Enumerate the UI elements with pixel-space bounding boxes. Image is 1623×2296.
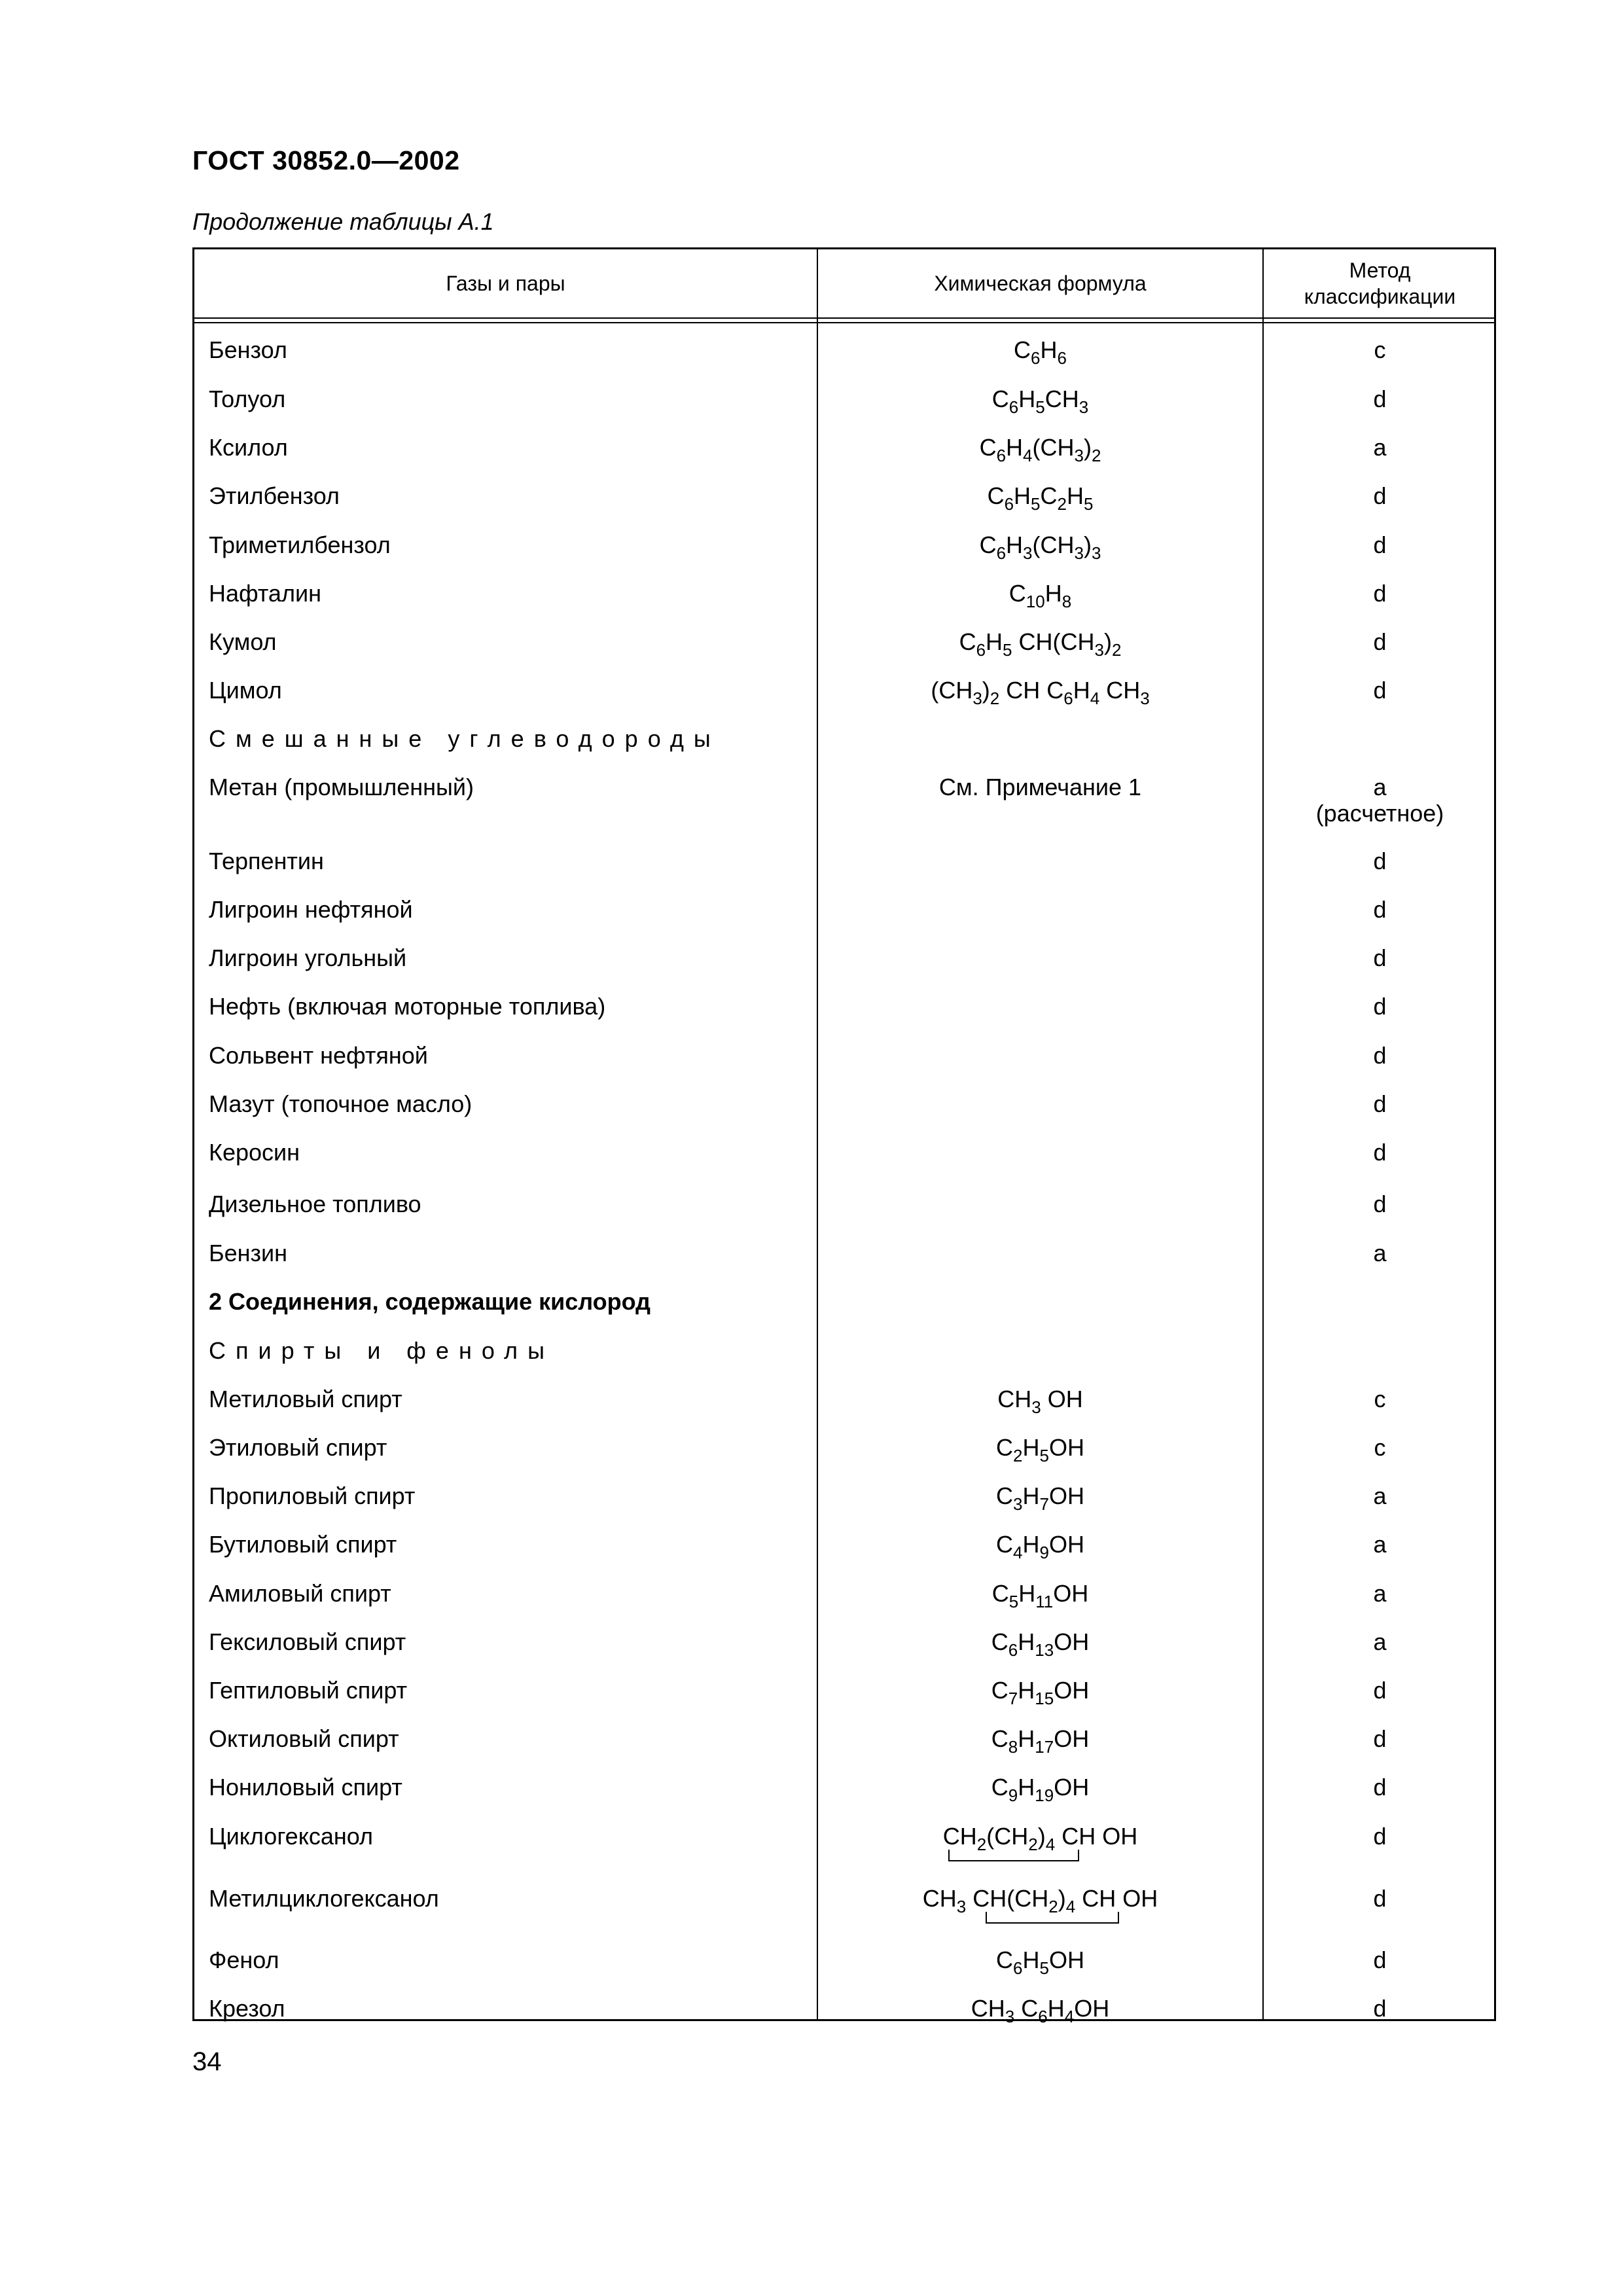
classification-method: d <box>1373 386 1387 412</box>
classification-method: a (расчетное) <box>1264 774 1496 827</box>
classification-method: d <box>1373 580 1387 607</box>
classification-method: c <box>1374 1386 1386 1412</box>
column-header-formula: Химическая формула <box>934 272 1147 295</box>
ring-formula: $CH_2(CH_2)_4$ CH OH <box>943 1823 1137 1850</box>
chemical-formula: $C_6H_5C_2H_5$ <box>987 482 1094 514</box>
substance-name: Гексиловый спирт <box>209 1628 406 1655</box>
ring-bond-bracket <box>948 1850 1079 1861</box>
substance-name: Ксилол <box>209 434 288 461</box>
chemical-formula: $C_6H_4(CH_3)_2$ <box>979 434 1101 465</box>
substance-name: Кумол <box>209 628 277 655</box>
chemical-formula: $C_6H_5OH$ <box>996 1946 1084 1978</box>
chemical-formula: $CH_3$ $C_6H_4OH$ <box>971 1995 1110 2026</box>
classification-method: d <box>1373 531 1387 558</box>
substance-name: Метан (промышленный) <box>209 774 474 800</box>
document-title: ГОСТ 30852.0—2002 <box>192 145 460 175</box>
substance-name: Гептиловый спирт <box>209 1677 408 1704</box>
classification-method: c <box>1374 1434 1386 1461</box>
substance-name: Метилциклогексанол <box>209 1885 439 1912</box>
chemical-formula: $C_6H_{13}OH$ <box>991 1628 1090 1660</box>
classification-method: d <box>1373 628 1387 655</box>
substance-name: Фенол <box>209 1946 279 1973</box>
classification-method: d <box>1373 1677 1387 1704</box>
page-number: 34 <box>192 2047 222 2076</box>
substance-name: 2 Соединения, содержащие кислород <box>209 1288 651 1315</box>
substance-name: Бутиловый спирт <box>209 1531 397 1558</box>
classification-method: d <box>1373 1725 1387 1752</box>
header-divider <box>194 317 1494 319</box>
classification-method: a <box>1373 1531 1387 1558</box>
substance-name: Этилбензол <box>209 482 340 509</box>
substance-name: Триметилбензол <box>209 531 391 558</box>
classification-method: d <box>1373 1774 1387 1801</box>
chemical-formula: $C_4H_9OH$ <box>996 1531 1084 1562</box>
classification-method: a <box>1373 1628 1387 1655</box>
substance-name: Терпентин <box>209 848 324 874</box>
substance-name: Нониловый спирт <box>209 1774 402 1801</box>
classification-method: a <box>1373 434 1387 461</box>
substance-name: Бензол <box>209 336 287 363</box>
classification-table <box>192 247 1496 2026</box>
chemical-formula: $C_3H_7OH$ <box>996 1482 1084 1514</box>
classification-method: a <box>1373 1580 1387 1607</box>
chemical-formula: $C_6H_6$ <box>1014 336 1067 368</box>
substance-name: Октиловый спирт <box>209 1725 399 1752</box>
classification-method: d <box>1373 1090 1387 1117</box>
classification-method: d <box>1373 1139 1387 1166</box>
substance-name: Пропиловый спирт <box>209 1482 416 1509</box>
chemical-formula: $C_2H_5OH$ <box>996 1434 1084 1465</box>
classification-method: a <box>1373 1482 1387 1509</box>
chemical-formula: $C_8H_{17}OH$ <box>991 1725 1090 1757</box>
substance-name: Нафталин <box>209 580 321 607</box>
chemical-formula: $C_{10}H_8$ <box>1008 580 1072 611</box>
substance-name: Лигроин угольный <box>209 944 407 971</box>
substance-name: Толуол <box>209 386 286 412</box>
substance-name: Бензин <box>209 1240 288 1266</box>
classification-method: d <box>1373 1946 1387 1973</box>
classification-method: a <box>1373 1240 1387 1266</box>
chemical-formula: $C_6H_5$ $CH(CH_3)_2$ <box>959 628 1122 660</box>
classification-method: d <box>1373 1191 1387 1217</box>
classification-method: d <box>1373 993 1387 1020</box>
classification-method: d <box>1373 896 1387 923</box>
column-header-gases: Газы и пары <box>446 272 565 295</box>
chemical-formula <box>818 1823 1262 1854</box>
substance-name: Этиловый спирт <box>209 1434 387 1461</box>
substance-name: Нефть (включая моторные топлива) <box>209 993 606 1020</box>
classification-method: d <box>1373 677 1387 704</box>
substance-name: Циклогексанол <box>209 1823 373 1850</box>
method-note: (расчетное) <box>1315 800 1444 827</box>
header-divider <box>194 322 1494 323</box>
substance-name: Лигроин нефтяной <box>209 896 413 923</box>
classification-method: c <box>1374 336 1386 363</box>
chemical-formula: $C_9H_{19}OH$ <box>991 1774 1090 1805</box>
classification-method: d <box>1373 1823 1387 1850</box>
classification-method: d <box>1373 1885 1387 1912</box>
classification-method: d <box>1373 1042 1387 1069</box>
chemical-formula: См. Примечание 1 <box>938 774 1142 800</box>
substance-name: Керосин <box>209 1139 300 1166</box>
classification-method: d <box>1373 1995 1387 2022</box>
substance-name: Мазут (топочное масло) <box>209 1090 473 1117</box>
substance-name: Амиловый спирт <box>209 1580 391 1607</box>
classification-method: d <box>1373 482 1387 509</box>
substance-name: Цимол <box>209 677 282 704</box>
chemical-formula: $C_5H_{11}OH$ <box>991 1580 1089 1611</box>
classification-method: d <box>1373 848 1387 874</box>
ring-bond-bracket <box>986 1912 1119 1924</box>
chemical-formula: $C_6H_3(CH_3)_3$ <box>979 531 1101 563</box>
column-header-method: Метод классификации <box>1304 259 1456 308</box>
classification-method: d <box>1373 944 1387 971</box>
substance-name: Крезол <box>209 1995 285 2022</box>
column-divider <box>1262 249 1264 2019</box>
chemical-formula: $C_7H_{15}OH$ <box>991 1677 1090 1708</box>
column-divider <box>817 249 818 2019</box>
table-caption: Продолжение таблицы А.1 <box>192 208 494 235</box>
chemical-formula: $C_6H_5CH_3$ <box>991 386 1089 417</box>
chemical-formula: $(CH_3)_2$ CH $C_6H_4$ $CH_3$ <box>931 677 1150 708</box>
substance-name: Сольвент нефтяной <box>209 1042 428 1069</box>
substance-name: Спирты и фенолы <box>209 1337 554 1364</box>
substance-name: Смешанные углеводороды <box>209 725 721 752</box>
substance-name: Метиловый спирт <box>209 1386 402 1412</box>
chemical-formula: $CH_3$ OH <box>997 1386 1083 1417</box>
chemical-formula <box>818 1885 1262 1916</box>
substance-name: Дизельное топливо <box>209 1191 421 1217</box>
ring-formula: $CH_3$ $CH(CH_2)_4$ CH OH <box>923 1886 1158 1912</box>
